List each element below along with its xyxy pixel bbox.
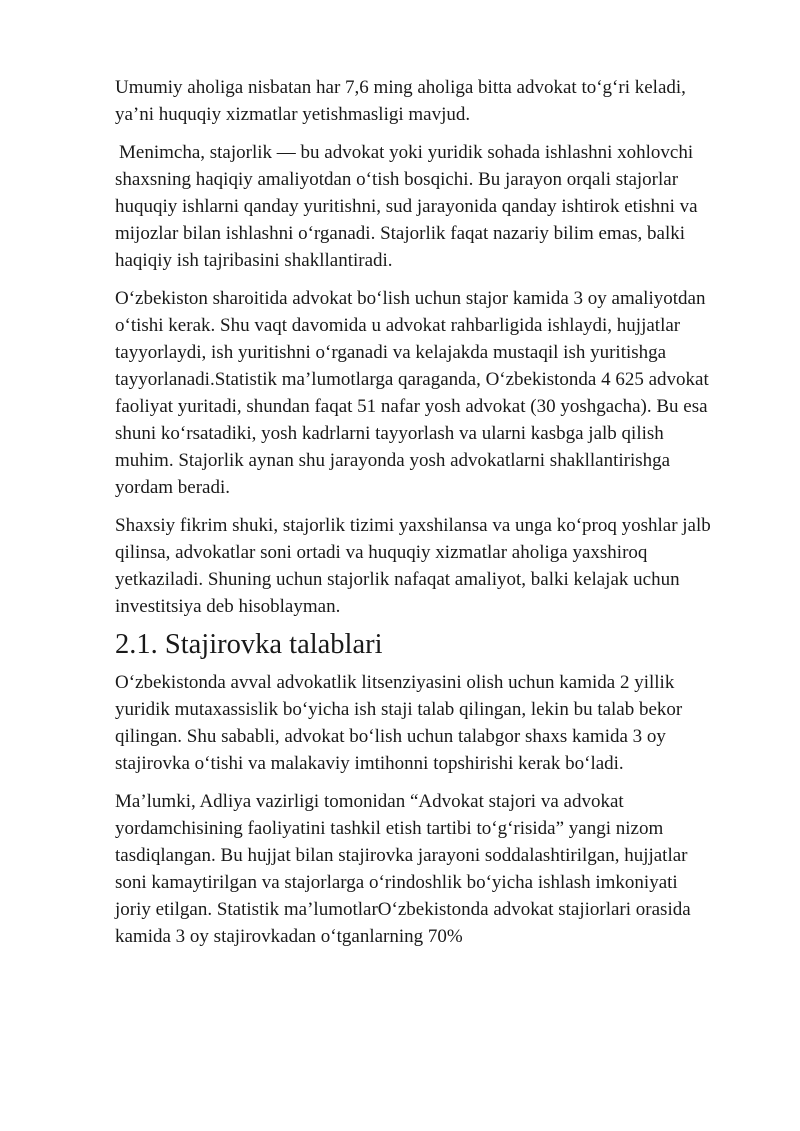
- paragraph-license-requirements: O‘zbekistonda avval advokatlik litsenziyasini olish uchun kamida 2 yillik yuridik mutaxassislik bo‘yicha ish staji talab qilingan, lekin bu talab bekor qilingan. Shu sababli, advokat bo‘lish uchun talabgor shaxs kamida 3 oy stajirovka o‘tishi va malakaviy imtihonni topshirishi kerak bo‘ladi.: [115, 672, 683, 774]
- paragraph-personal-opinion: Shaxsiy fikrim shuki, stajorlik tizimi yaxshilansa va unga ko‘proq yoshlar jalb qilinsa, advokatlar soni ortadi va huquqiy xizmatlar aholiga yaxshiroq yetkaziladi. Shuning uchun stajorlik nafaqat amaliyot, balki kelajak uchun investitsiya deb hisoblayman.: [115, 515, 711, 617]
- document-page: [115, 74, 715, 961]
- paragraph-internship-definition: Menimcha, stajorlik — bu advokat yoki yuridik sohada ishlashni xohlovchi shaxsning haqiqiy amaliyotdan o‘tish bosqichi. Bu jarayon orqali stajorlar huquqiy ishlarni qanday yuritishni, sud jarayonida qanday ishtirok etishni va mijozlar bilan ishlashni o‘rganadi. Stajorlik faqat nazariy bilim emas, balki haqiqiy ish tajribasini shakllantiradi.: [115, 142, 698, 271]
- paragraph-intro: Umumiy aholiga nisbatan har 7,6 ming aholiga bitta advokat to‘g‘ri keladi, ya’ni huquqiy xizmatlar yetishmasligi mavjud.: [115, 77, 686, 125]
- section-heading: 2.1. Stajirovka talablari: [115, 629, 383, 660]
- paragraph-internship-requirements: O‘zbekiston sharoitida advokat bo‘lish uchun stajor kamida 3 oy amaliyotdan o‘tishi kerak. Shu vaqt davomida u advokat rahbarligida ishlaydi, hujjatlar tayyorlaydi, ish yuritishni o‘rganadi va kelajakda mustaqil ish yuritishga tayyorlanadi.Statistik ma’lumotlarga qaraganda, O‘zbekistonda 4 625 advokat faoliyat yuritadi, shundan faqat 51 nafar yosh advokat (30 yoshgacha). Bu esa shuni ko‘rsatadiki, yosh kadrlarni tayyorlash va ularni kasbga jalb qilish muhim. Stajorlik aynan shu jarayonda yosh advokatlarni shakllantirishga yordam beradi.: [115, 288, 709, 498]
- paragraph-ministry-regulation: Ma’lumki, Adliya vazirligi tomonidan “Advokat stajori va advokat yordamchisining faoliyatini tashkil etish tartibi to‘g‘risida” yangi nizom tasdiqlangan. Bu hujjat bilan stajirovka jarayoni soddalashtirilgan, hujjatlar soni kamaytirilgan va stajorlarga o‘rindoshlik bo‘yicha ishlash imkoniyati joriy etilgan. Statistik ma’lumotlarO‘zbekistonda advokat stajiorlari orasida kamida 3 oy stajirovkadan o‘tganlarning 70%: [115, 791, 691, 947]
